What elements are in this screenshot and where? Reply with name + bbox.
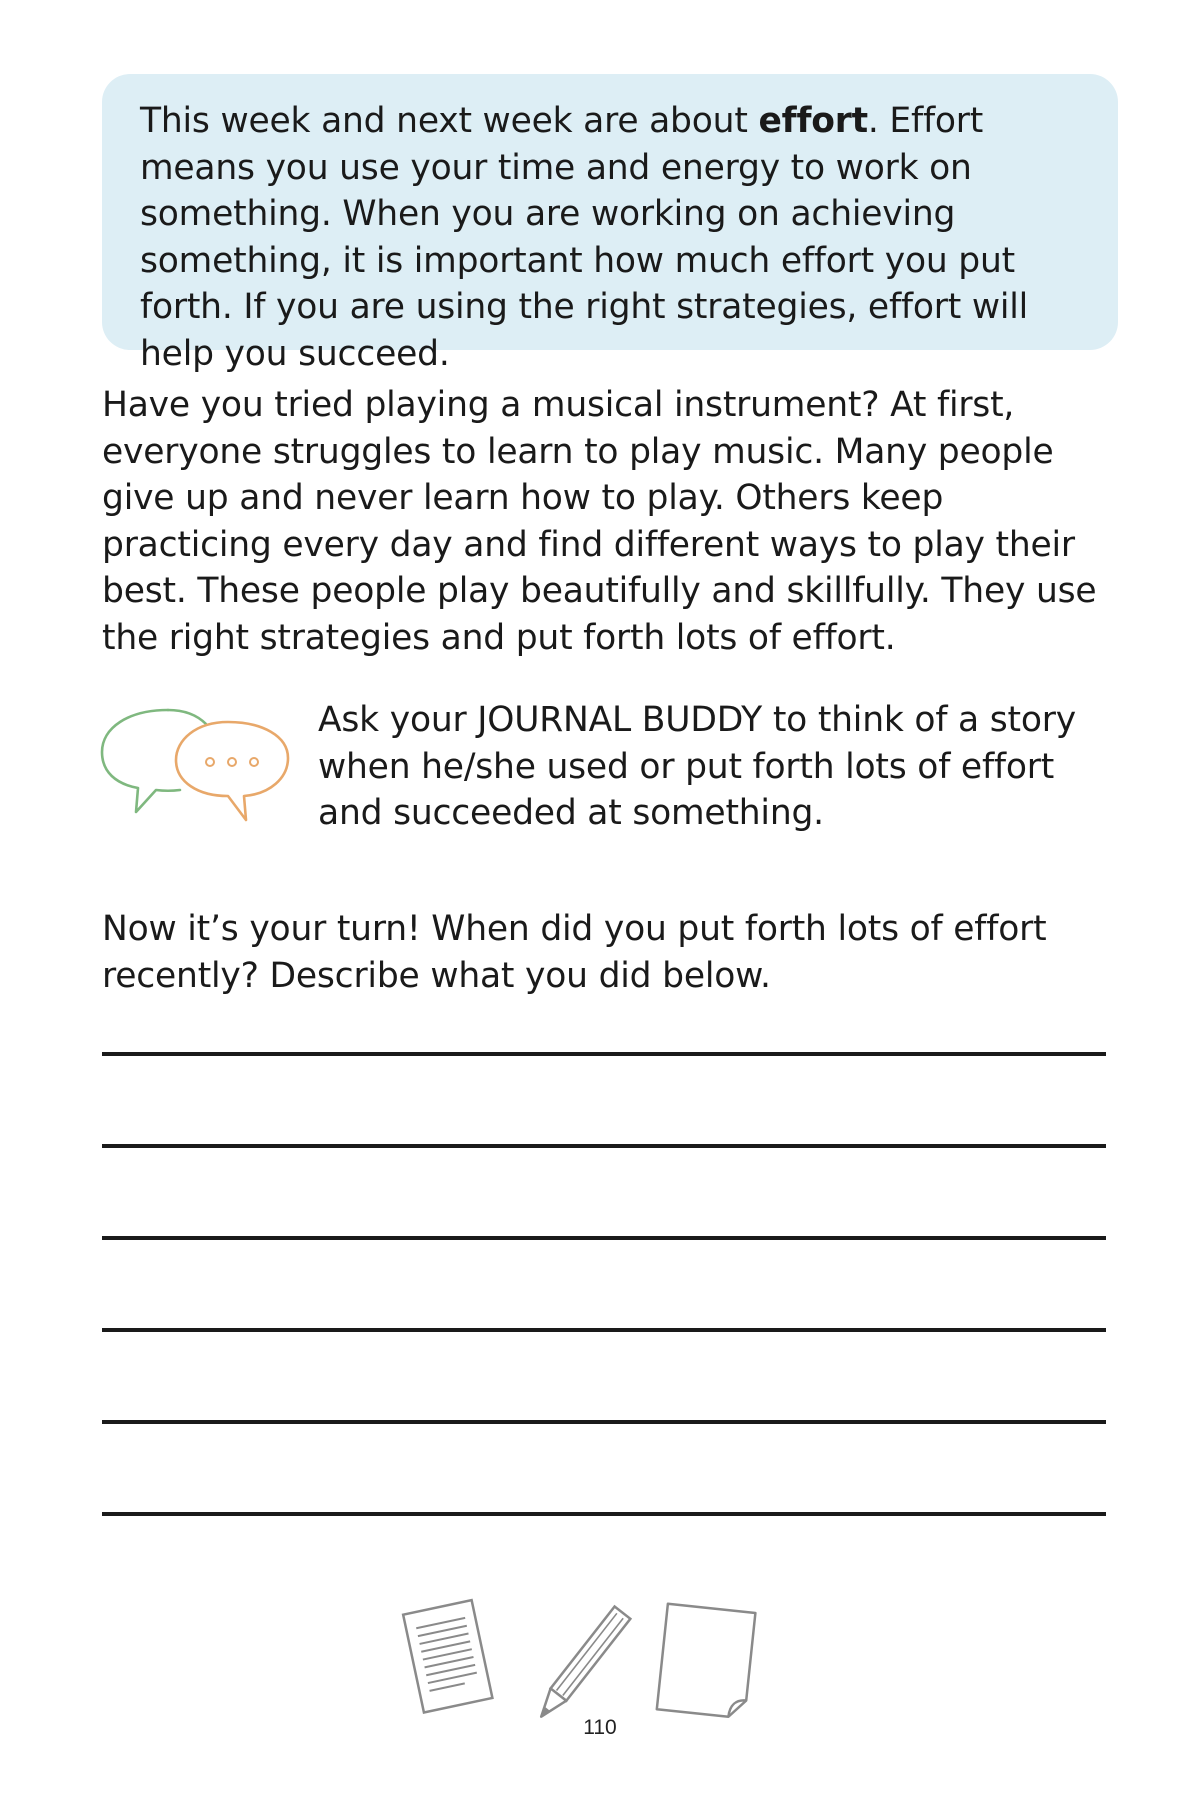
writing-line[interactable] <box>102 1144 1106 1148</box>
writing-line[interactable] <box>102 1052 1106 1056</box>
writing-line[interactable] <box>102 1512 1106 1516</box>
intro-bold-word: effort <box>758 101 868 141</box>
document-icon <box>403 1600 492 1712</box>
music-paragraph: Have you tried playing a musical instrument? At first, everyone struggles to learn to play music. Many people give up and never learn how to play. Others keep practicing every day and find different ways to play their best. These people play beautifully and skillfully. They use the right strategies and put forth lots of effort. <box>102 385 1097 658</box>
intro-callout-box <box>102 74 1118 374</box>
intro-text <box>140 98 1088 377</box>
sticky-note-icon <box>657 1604 756 1719</box>
speech-bubbles-icon <box>98 700 298 840</box>
your-turn-prompt: Now it’s your turn! When did you put forth lots of effort recently? Describe what you did below. <box>102 909 1047 996</box>
writing-line[interactable] <box>102 1236 1106 1240</box>
journal-buddy-prompt: Ask your JOURNAL BUDDY to think of a story when he/she used or put forth lots of effort and succeeded at something. <box>318 700 1076 833</box>
intro-text-before: This week and next week are about <box>140 101 759 141</box>
pencil-icon <box>533 1606 630 1722</box>
writing-line[interactable] <box>102 1328 1106 1332</box>
page-number: 110 <box>583 1716 617 1739</box>
writing-line[interactable] <box>102 1420 1106 1424</box>
intro-text-after: . Effort means you use your time and energy to work on something. When you are working on achieving something, it is important how much effort you put forth. If you are using the right strategies, effort will help you succeed. <box>140 101 1029 374</box>
